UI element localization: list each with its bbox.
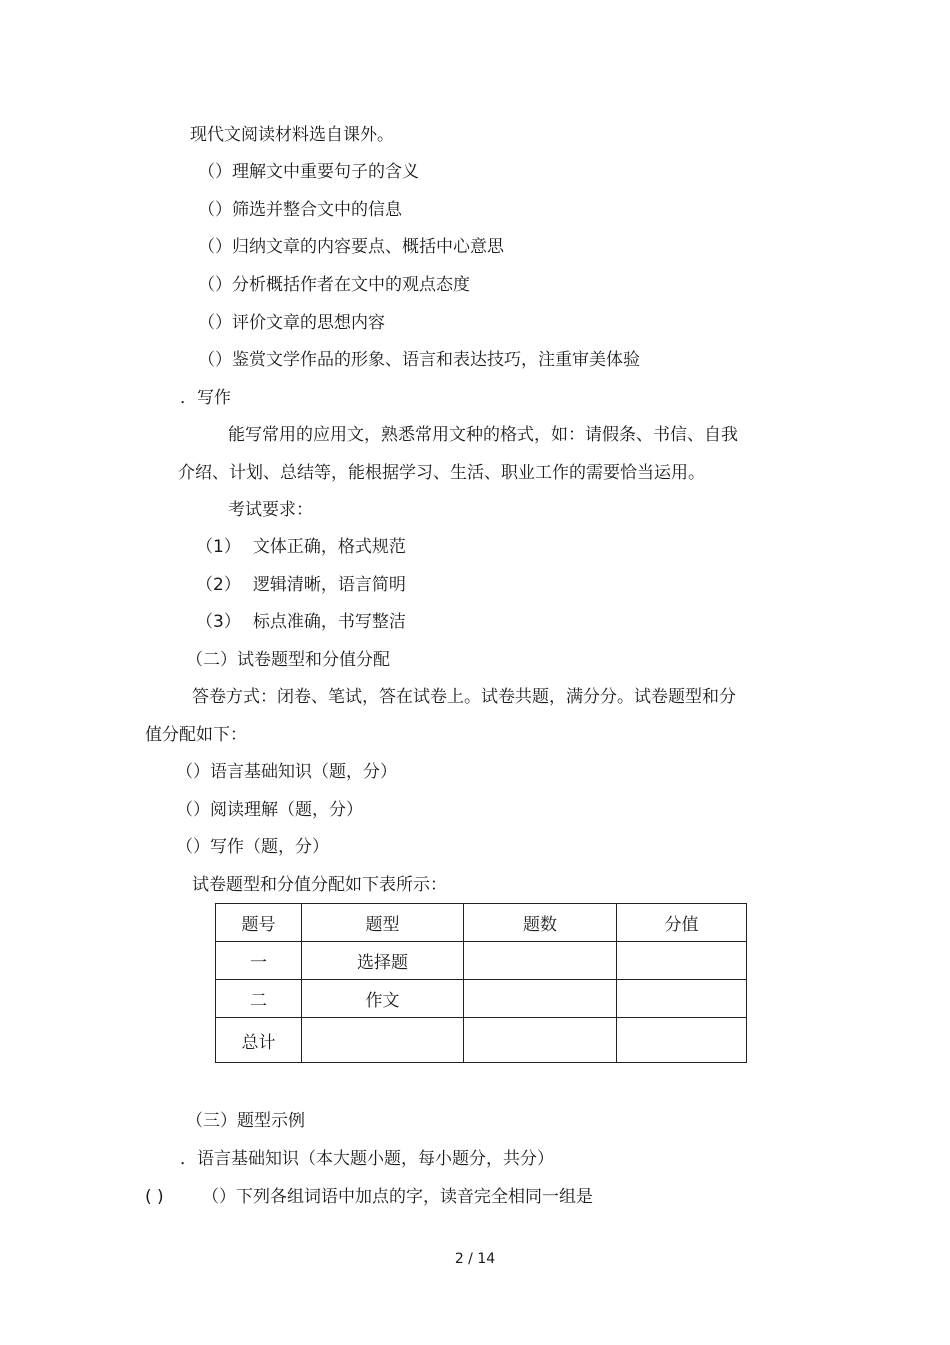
requirement-item [196, 536, 406, 558]
requirement-text: 逻辑清晰，语言简明 [252, 575, 406, 595]
requirement-item [196, 611, 406, 633]
section2-item: （）写作（题，分） [176, 837, 329, 857]
exam-requirements-title: 考试要求： [228, 500, 313, 520]
table-cell [464, 980, 617, 1018]
section2-item: （）语言基础知识（题，分） [176, 762, 397, 782]
question-text: （）下列各组词语中加点的字，读音完全相同一组是 [202, 1187, 593, 1207]
requirement-number: （3） [196, 612, 241, 632]
table-header-row [216, 904, 747, 942]
reading-item: （）评价文章的思想内容 [198, 313, 385, 333]
reading-item: （）筛选并整合文中的信息 [198, 200, 402, 220]
reading-item: （）归纳文章的内容要点、概括中心意思 [198, 237, 504, 257]
section3-subheading: ．语言基础知识（本大题小题，每小题分，共分） [180, 1149, 554, 1169]
table-caption: 试卷题型和分值分配如下表所示： [192, 875, 447, 895]
reading-item: （）分析概括作者在文中的观点态度 [198, 275, 470, 295]
table-row [216, 942, 747, 980]
score-distribution-table [215, 903, 747, 1063]
table-header: 分值 [617, 904, 747, 942]
table-header: 题数 [464, 904, 617, 942]
table-cell: 二 [216, 980, 302, 1018]
table-header: 题号 [216, 904, 302, 942]
reading-intro: 现代文阅读材料选自课外。 [190, 125, 394, 145]
table-cell [464, 1018, 617, 1063]
table-cell [302, 1018, 464, 1063]
requirement-text: 标点准确，书写整洁 [252, 612, 406, 632]
section3-heading: （三）题型示例 [186, 1111, 305, 1131]
section2-paragraph: 答卷方式：闭卷、笔试，答在试卷上。试卷共题，满分分。试卷题型和分 [192, 687, 736, 707]
page-number: 2 / 14 [454, 1251, 496, 1267]
table-cell [617, 942, 747, 980]
table-row [216, 980, 747, 1018]
table-header: 题型 [302, 904, 464, 942]
table-cell [617, 1018, 747, 1063]
writing-paragraph: 能写常用的应用文，熟悉常用文种的格式，如：请假条、书信、自我 [228, 425, 738, 445]
table-cell: 总计 [216, 1018, 302, 1063]
table-row [216, 1018, 747, 1063]
writing-heading: ．写作 [180, 388, 231, 408]
requirement-item [196, 574, 406, 596]
section2-paragraph: 值分配如下： [145, 725, 247, 745]
reading-item: （）理解文中重要句子的含义 [198, 162, 419, 182]
reading-item: （）鉴赏文学作品的形象、语言和表达技巧，注重审美体验 [198, 350, 640, 370]
requirement-number: （2） [196, 575, 241, 595]
section2-item: （）阅读理解（题，分） [176, 800, 363, 820]
table-cell: 作文 [302, 980, 464, 1018]
table-cell [464, 942, 617, 980]
writing-paragraph: 介绍、计划、总结等，能根据学习、生活、职业工作的需要恰当运用。 [178, 463, 705, 483]
requirement-text: 文体正确，格式规范 [252, 537, 406, 557]
answer-bracket: ( ) [145, 1187, 164, 1207]
table-cell: 选择题 [302, 942, 464, 980]
requirement-number: （1） [196, 537, 241, 557]
table-cell [617, 980, 747, 1018]
section2-heading: （二）试卷题型和分值分配 [186, 650, 390, 670]
table-cell: 一 [216, 942, 302, 980]
